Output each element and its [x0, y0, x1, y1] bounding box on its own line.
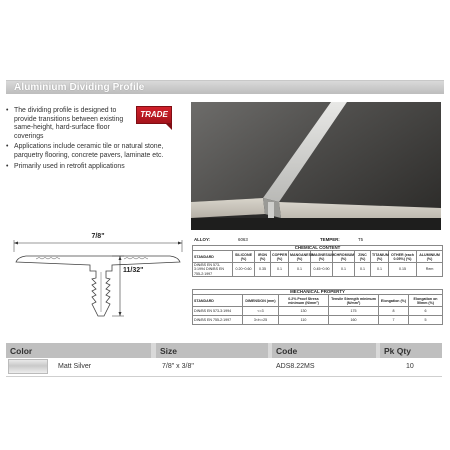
- alloy-row: [192, 237, 442, 245]
- table-cell: 0.15: [389, 263, 417, 277]
- table-cell: 5: [409, 316, 443, 325]
- alloy-value: 6063: [238, 237, 248, 242]
- column-header: Tensile Strength minimum (N/mm²): [329, 295, 379, 307]
- table-cell: 110: [279, 316, 329, 325]
- trade-badge: [136, 106, 172, 124]
- table-cell: 0.45~0.90: [311, 263, 333, 277]
- column-header: COPPER (%): [272, 252, 288, 261]
- table-cell: DIN/BS EN 573-3:1994 DIN/BS EN 755-2:1997: [193, 263, 233, 277]
- divider: [6, 376, 442, 377]
- code-value: ADS8.22MS: [276, 363, 315, 370]
- column-header: 0.2% Proof Stress minimum (N/mm²): [279, 295, 329, 307]
- chemical-content-title: CHEMICAL CONTENT: [193, 246, 443, 251]
- table-cell: 0.1: [271, 263, 289, 277]
- table-cell: 0.1: [371, 263, 389, 277]
- table-cell: 130: [279, 307, 329, 316]
- matt-silver-swatch: [8, 359, 48, 374]
- profile-diagram: [6, 232, 186, 338]
- column-header: IRON (%): [255, 251, 271, 263]
- alloy-label: ALLOY:: [194, 237, 211, 242]
- table-cell: 175: [329, 307, 379, 316]
- pk-qty-value: 10: [406, 363, 414, 370]
- product-photo: [191, 102, 441, 230]
- table-cell: <=3: [243, 307, 279, 316]
- column-header: Elongation (%): [379, 295, 409, 307]
- trade-badge-label: TRADE: [140, 110, 168, 119]
- column-header: OTHER (each 0.05%) (%): [389, 251, 417, 263]
- table-cell: 3<t<=25: [243, 316, 279, 325]
- table-cell: 160: [329, 316, 379, 325]
- size-value: 7/8" x 3/8": [162, 363, 194, 370]
- width-dimension-label: 7/8": [91, 233, 105, 240]
- column-header: ALUMINIUM (%): [417, 251, 443, 263]
- size-header: Size: [156, 343, 268, 358]
- height-dimension-label: 11/32": [123, 267, 144, 274]
- table-row: [193, 316, 443, 325]
- table-cell: Rem: [417, 263, 443, 277]
- product-info-header: [6, 343, 442, 358]
- page-title: Aluminium Dividing Profile: [14, 82, 145, 93]
- table-cell: 8: [379, 307, 409, 316]
- table-cell: 6: [409, 307, 443, 316]
- chemical-header-row: [193, 251, 443, 263]
- table-cell: DIN/BS EN 573-3:1994: [193, 307, 243, 316]
- table-cell: 0.1: [289, 263, 311, 277]
- table-cell: 0.20~0.60: [233, 263, 255, 277]
- color-value: Matt Silver: [58, 363, 92, 370]
- title-bar: [6, 80, 444, 94]
- feature-item: • The dividing profile is designed to provide transitions between existing same-height, hard-surface floor coverings: [6, 107, 134, 141]
- color-header: Color: [6, 343, 151, 358]
- column-header: TITANIUM (%): [372, 252, 389, 261]
- column-header: DIMENSION (mm): [243, 295, 279, 307]
- table-cell: 7: [379, 316, 409, 325]
- table-cell: 0.1: [355, 263, 371, 277]
- mechanical-property-title: MECHANICAL PROPERTY: [193, 290, 443, 295]
- feature-item: • Applications include ceramic tile or natural stone, parquetry flooring, concrete pavers, laminate etc.: [6, 143, 172, 160]
- table-cell: 0.1: [333, 263, 355, 277]
- temper-value: T5: [358, 237, 364, 242]
- column-header: SILICONE (%): [233, 251, 255, 263]
- table-row: [193, 307, 443, 316]
- column-header: ZINC (%): [355, 251, 371, 263]
- column-header: MAGNESIUM (%): [312, 252, 335, 261]
- code-header: Code: [272, 343, 376, 358]
- column-header: STANDARD: [193, 295, 243, 307]
- mechanical-property-table: [192, 289, 443, 325]
- column-header: CHROMIUM (%): [334, 252, 355, 261]
- column-header: MANGANESE (%): [290, 252, 314, 261]
- product-info-values: [6, 358, 442, 376]
- mechanical-header-row: [193, 295, 443, 307]
- table-cell: 0.35: [255, 263, 271, 277]
- pk-qty-header: Pk Qty: [380, 343, 442, 358]
- chemical-content-table: [192, 245, 443, 277]
- feature-item: • Primarily used in retrofit applications: [6, 163, 166, 172]
- temper-label: TEMPER:: [320, 237, 340, 242]
- column-header: Elongation on 50mm (%): [409, 295, 443, 307]
- column-header: STANDARD: [193, 251, 233, 263]
- table-cell: DIN/BS EN 755-2:1997: [193, 316, 243, 325]
- table-row: [193, 263, 443, 277]
